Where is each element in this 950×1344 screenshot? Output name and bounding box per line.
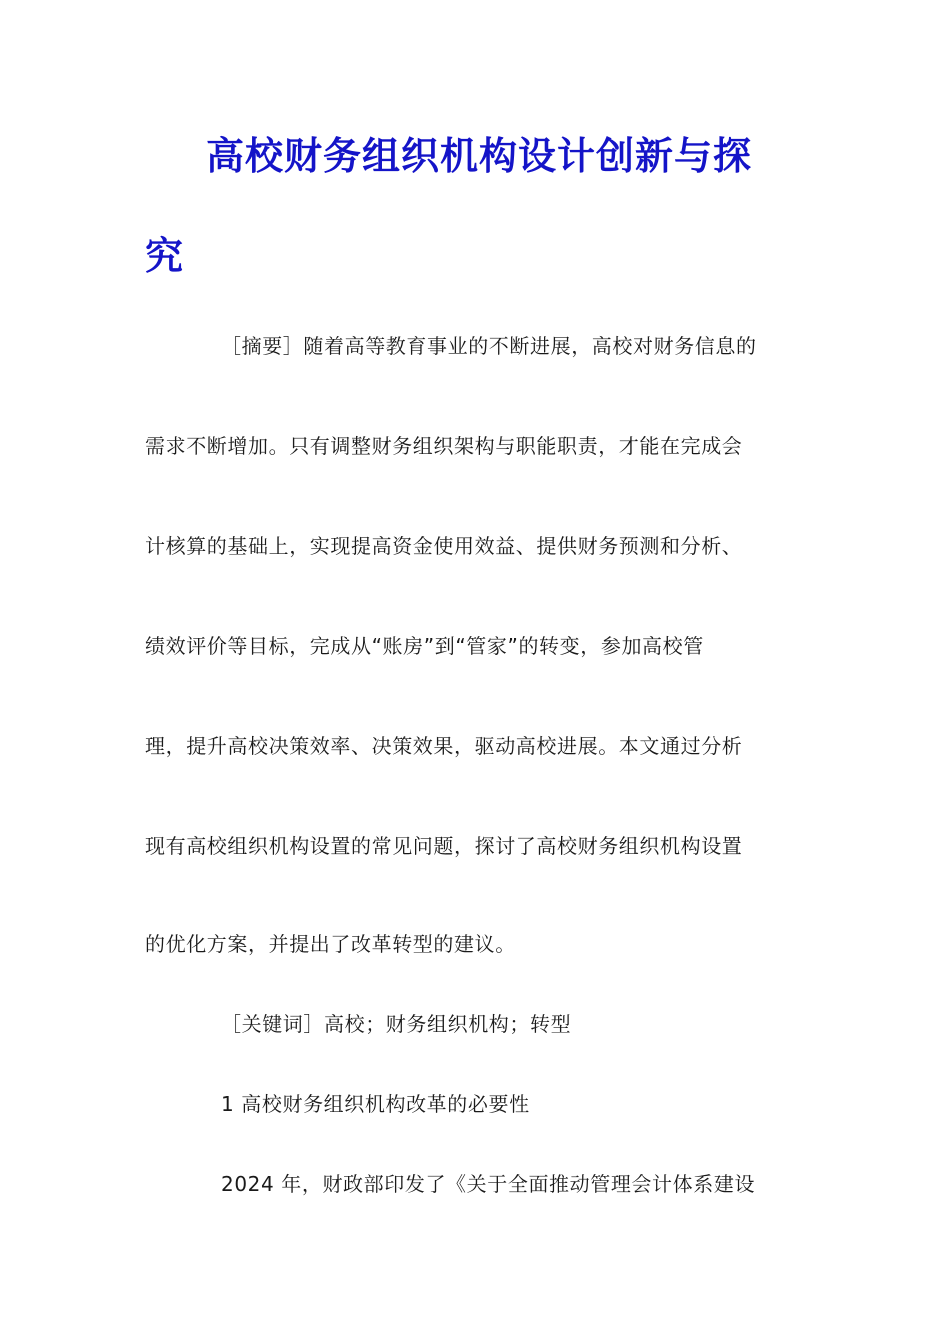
- document-title-line-2: 究: [145, 233, 185, 278]
- document-title-line-1: 高校财务组织机构设计创新与探: [206, 133, 753, 178]
- abstract-line-2: 需求不断增加。只有调整财务组织架构与职能职责，才能在完成会: [145, 434, 743, 458]
- abstract-line-7: 的优化方案，并提出了改革转型的建议。: [145, 932, 516, 956]
- abstract-line-4: 绩效评价等目标，完成从“账房”到“管家”的转变，参加高校管: [145, 634, 704, 658]
- abstract-line-6: 现有高校组织机构设置的常见问题，探讨了高校财务组织机构设置: [145, 834, 743, 858]
- abstract-line-3: 计核算的基础上，实现提高资金使用效益、提供财务预测和分析、: [145, 534, 743, 558]
- body-line-1: 2024 年，财政部印发了《关于全面推动管理会计体系建设: [221, 1172, 756, 1196]
- abstract-line-5: 理，提升高校决策效率、决策效果，驱动高校进展。本文通过分析: [145, 734, 743, 758]
- section-heading: 1 高校财务组织机构改革的必要性: [221, 1092, 530, 1116]
- keywords-line: ［关键词］高校；财务组织机构；转型: [221, 1012, 572, 1036]
- abstract-line-1: ［摘要］随着高等教育事业的不断进展，高校对财务信息的: [221, 334, 757, 358]
